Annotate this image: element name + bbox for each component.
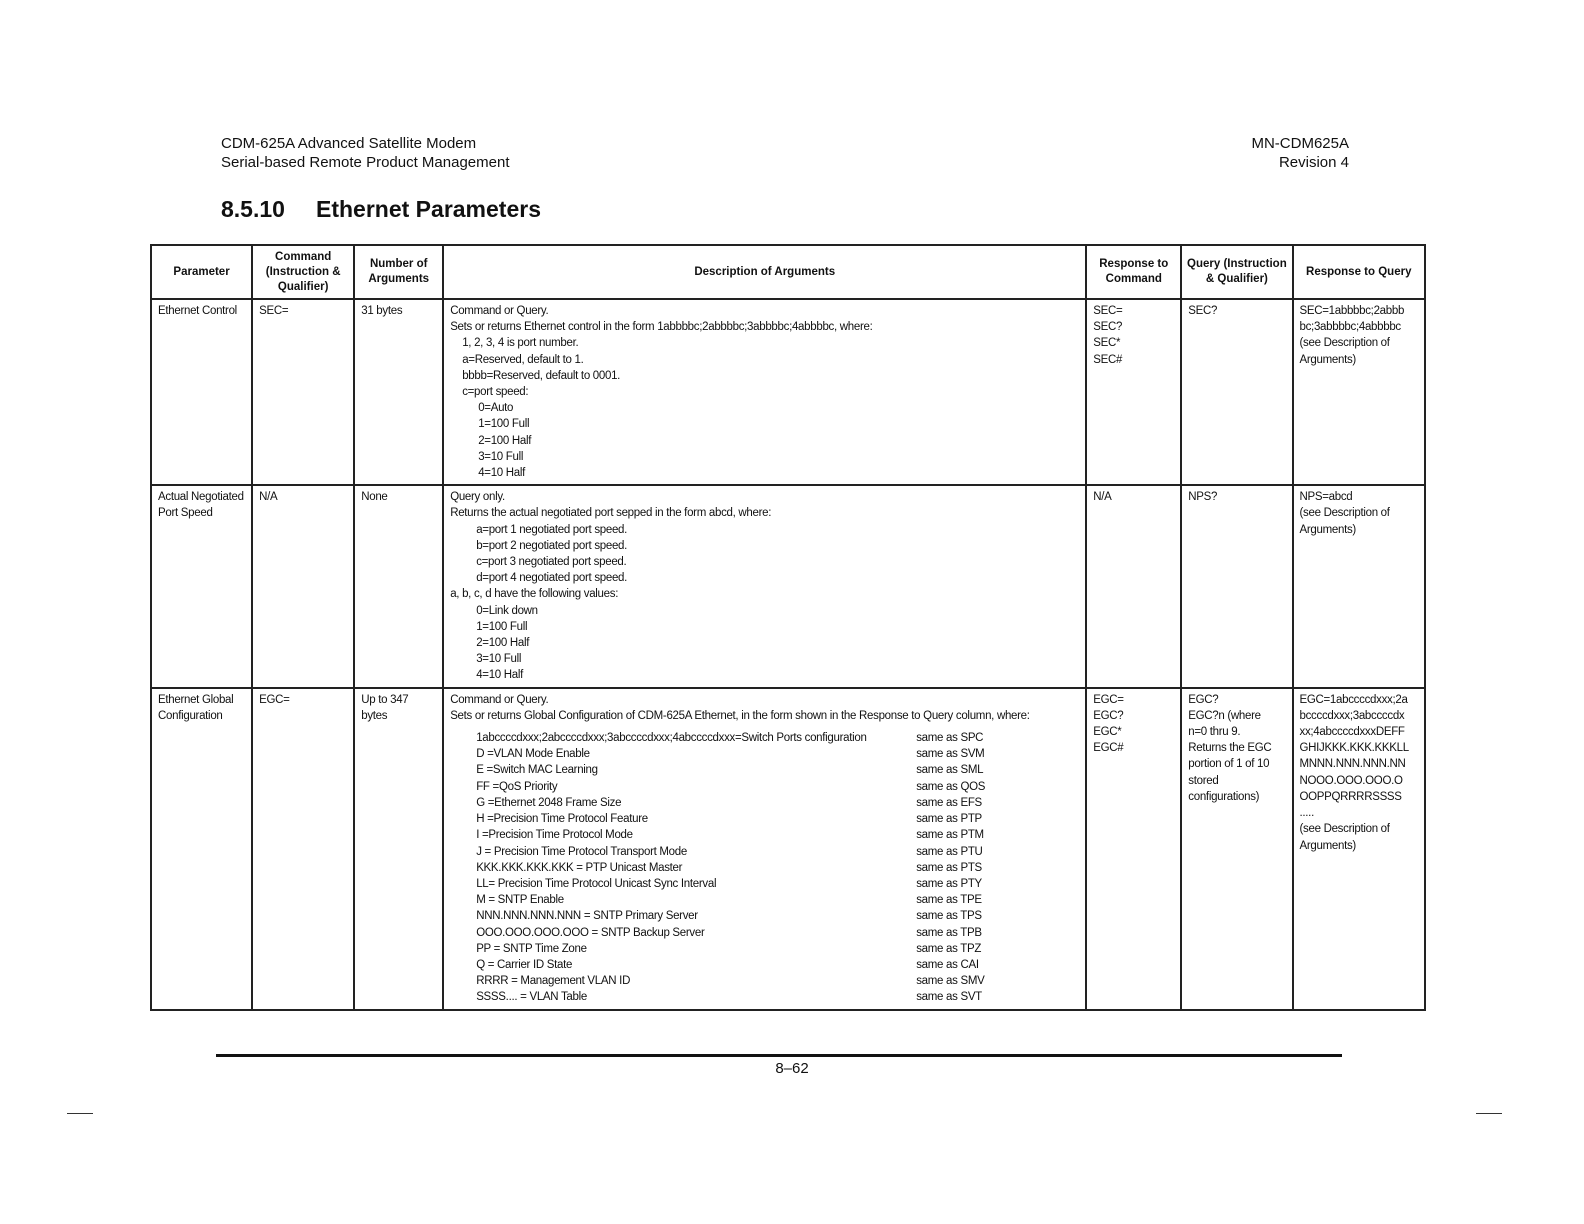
response-query-line: Arguments) <box>1299 839 1356 852</box>
response-query-line: bc;3abbbbc;4abbbbc <box>1299 321 1401 334</box>
mapping-row <box>450 957 1079 973</box>
mapping-field: 1abccccdxxx;2abccccdxxx;3abccccdxxx;4abccccdxxx=Switch Ports configuration <box>476 732 867 745</box>
header-manual-number: MN-CDM625A <box>1251 135 1349 152</box>
table-header-row <box>151 245 1425 299</box>
mapping-field: D =VLAN Mode Enable <box>476 748 590 761</box>
mapping-command: same as SPC <box>916 732 984 745</box>
cell-description <box>443 299 1086 485</box>
response-query-line: xx;4abccccdxxxDEFF <box>1299 726 1405 739</box>
mapping-command: same as TPB <box>916 926 982 939</box>
desc-line: Command or Query. <box>450 305 549 317</box>
desc-line: 2=100 Half <box>476 637 530 650</box>
query-line: stored <box>1188 774 1219 787</box>
cell-command: N/A <box>252 485 354 687</box>
header-revision: Revision 4 <box>1278 154 1349 171</box>
running-header-left <box>221 134 510 172</box>
response-query-line: SEC=1abbbbc;2abbb <box>1299 305 1405 317</box>
desc-line: Returns the actual negotiated port sepped in the form abcd, where: <box>450 507 772 520</box>
response-line: SEC? <box>1093 321 1123 334</box>
response-query-line: NPS=abcd <box>1299 491 1353 504</box>
mapping-row <box>450 730 1079 746</box>
mapping-command: same as SMV <box>916 975 985 988</box>
cell-num-args: None <box>354 485 443 687</box>
desc-line: c=port 3 negotiated port speed. <box>476 556 627 569</box>
desc-line: a, b, c, d have the following values: <box>450 588 619 601</box>
desc-line: Sets or returns Ethernet control in the form 1abbbbc;2abbbbc;3abbbbc;4abbbbc, where: <box>450 321 873 334</box>
mapping-command: same as CAI <box>916 958 979 971</box>
response-line: EGC# <box>1093 742 1124 755</box>
mapping-field: J = Precision Time Protocol Transport Mode <box>476 845 687 858</box>
query-line: EGC? <box>1188 693 1219 706</box>
mapping-row <box>450 811 1079 827</box>
mapping-row <box>450 892 1079 908</box>
desc-line: a=port 1 negotiated port speed. <box>476 523 628 536</box>
mapping-field: KKK.KKK.KKK.KKK = PTP Unicast Master <box>476 861 683 874</box>
response-query-line: GHIJKKK.KKK.KKKLL <box>1299 742 1409 755</box>
desc-line: 1, 2, 3, 4 is port number. <box>462 337 579 350</box>
mapping-command: same as TPE <box>916 894 982 907</box>
mapping-command: same as SML <box>916 764 984 777</box>
desc-line: 1=100 Full <box>476 620 528 633</box>
response-query-line: ..... <box>1299 807 1314 820</box>
mapping-command: same as EFS <box>916 796 982 809</box>
cell-response-cmd <box>1086 688 1181 1010</box>
mapping-command: same as PTU <box>916 845 983 858</box>
mapping-field: Q = Carrier ID State <box>476 958 573 971</box>
footer-rule <box>216 1054 1342 1057</box>
col-header-query: Query (Instruction & Qualifier) <box>1181 245 1292 299</box>
cell-parameter: Ethernet Control <box>151 299 252 485</box>
mapping-row <box>450 795 1079 811</box>
mapping-row <box>450 746 1079 762</box>
query-line: configurations) <box>1188 790 1260 803</box>
mapping-row <box>450 908 1079 924</box>
mapping-field: PP = SNTP Time Zone <box>476 942 587 955</box>
section-title: Ethernet Parameters <box>316 196 541 222</box>
response-line: EGC= <box>1093 693 1124 706</box>
running-header-right <box>1251 134 1349 172</box>
desc-line: Sets or returns Global Configuration of CDM-625A Ethernet, in the form shown in the Response to Query column, where: <box>450 709 1030 722</box>
mapping-row <box>450 876 1079 892</box>
header-chapter: Serial-based Remote Product Management <box>221 154 510 171</box>
mapping-row <box>450 860 1079 876</box>
desc-line: 2=100 Half <box>478 434 532 447</box>
response-query-line: bccccdxxx;3abccccdx <box>1299 709 1405 722</box>
section-number: 8.5.10 <box>221 196 285 222</box>
mapping-row <box>450 973 1079 989</box>
ethernet-parameters-table <box>150 244 1426 1011</box>
cell-description <box>443 688 1086 1010</box>
response-query-line: EGC=1abccccdxxx;2a <box>1299 693 1408 706</box>
table-row <box>151 299 1425 485</box>
mapping-row <box>450 762 1079 778</box>
desc-line: 4=10 Half <box>478 467 526 480</box>
response-query-line: MNNN.NNN.NNN.NN <box>1299 758 1406 771</box>
cell-command: SEC= <box>252 299 354 485</box>
desc-line: 4=10 Half <box>476 669 524 682</box>
mapping-field: M = SNTP Enable <box>476 894 564 907</box>
cell-num-args: Up to 347 bytes <box>354 688 443 1010</box>
crop-mark-right <box>1476 1113 1502 1114</box>
mapping-row <box>450 925 1079 941</box>
mapping-row <box>450 827 1079 843</box>
response-query-line: NOOO.OOO.OOO.O <box>1299 774 1403 787</box>
desc-line: c=port speed: <box>462 386 529 399</box>
mapping-row <box>450 779 1079 795</box>
cell-response-cmd: N/A <box>1086 485 1181 687</box>
desc-line: bbbb=Reserved, default to 0001. <box>462 369 621 382</box>
response-query-line: Arguments) <box>1299 523 1356 536</box>
cell-description <box>443 485 1086 687</box>
mapping-field: G =Ethernet 2048 Frame Size <box>476 796 622 809</box>
mapping-command: same as PTM <box>916 829 984 842</box>
cell-response-query <box>1293 299 1426 485</box>
mapping-field: E =Switch MAC Learning <box>476 764 598 777</box>
col-header-description: Description of Arguments <box>443 245 1086 299</box>
mapping-field: I =Precision Time Protocol Mode <box>476 829 633 842</box>
mapping-command: same as SVT <box>916 991 982 1004</box>
mapping-field: RRRR = Management VLAN ID <box>476 975 631 988</box>
response-query-line: (see Description of <box>1299 507 1390 520</box>
header-product: CDM-625A Advanced Satellite Modem <box>221 135 477 152</box>
mapping-command: same as PTP <box>916 813 982 826</box>
mapping-command: same as TPS <box>916 910 982 923</box>
desc-line: 1=100 Full <box>478 418 530 431</box>
mapping-row <box>450 989 1079 1005</box>
cell-response-query <box>1293 688 1426 1010</box>
col-header-num-args: Number of Arguments <box>354 245 443 299</box>
query-line: portion of 1 of 10 <box>1188 758 1270 771</box>
desc-line: a=Reserved, default to 1. <box>462 353 584 366</box>
response-line: EGC? <box>1093 709 1124 722</box>
cell-response-cmd <box>1086 299 1181 485</box>
col-header-parameter: Parameter <box>151 245 252 299</box>
desc-line: 3=10 Full <box>476 653 522 666</box>
col-header-command: Command (Instruction & Qualifier) <box>252 245 354 299</box>
response-line: EGC* <box>1093 726 1122 739</box>
section-heading <box>221 196 541 223</box>
crop-mark-left <box>67 1113 93 1114</box>
mapping-command: same as TPZ <box>916 942 982 955</box>
cell-query: SEC? <box>1181 299 1292 485</box>
mapping-command: same as PTS <box>916 861 982 874</box>
table-row <box>151 688 1425 1010</box>
cell-query: NPS? <box>1181 485 1292 687</box>
response-line: SEC# <box>1093 353 1123 366</box>
mapping-field: H =Precision Time Protocol Feature <box>476 813 648 826</box>
mapping-row <box>450 941 1079 957</box>
desc-line: 0=Link down <box>476 604 538 617</box>
table-row <box>151 485 1425 687</box>
query-line: n=0 thru 9. <box>1188 726 1241 739</box>
response-line: SEC* <box>1093 337 1121 350</box>
response-query-line: (see Description of <box>1299 823 1390 836</box>
cell-parameter: Ethernet Global Configuration <box>151 688 252 1010</box>
mapping-field: NNN.NNN.NNN.NNN = SNTP Primary Server <box>476 910 698 923</box>
desc-line: Query only. <box>450 491 505 504</box>
desc-line: Command or Query. <box>450 693 549 706</box>
desc-line: 3=10 Full <box>478 450 524 463</box>
col-header-response-query: Response to Query <box>1293 245 1426 299</box>
page-number: 8–62 <box>775 1060 809 1077</box>
response-query-line: OOPPQRRRRSSSS <box>1299 790 1402 803</box>
mapping-command: same as PTY <box>916 877 982 890</box>
response-line: SEC= <box>1093 305 1123 317</box>
cell-parameter: Actual Negotiated Port Speed <box>151 485 252 687</box>
cell-num-args: 31 bytes <box>354 299 443 485</box>
query-line: Returns the EGC <box>1188 742 1272 755</box>
response-query-line: Arguments) <box>1299 353 1356 366</box>
mapping-field: OOO.OOO.OOO.OOO = SNTP Backup Server <box>476 926 705 939</box>
cell-command: EGC= <box>252 688 354 1010</box>
mapping-field: FF =QoS Priority <box>476 780 558 793</box>
mapping-row <box>450 844 1079 860</box>
mapping-field: SSSS.... = VLAN Table <box>476 991 587 1004</box>
desc-line: 0=Auto <box>478 402 514 415</box>
query-line: EGC?n (where <box>1188 709 1261 722</box>
desc-line: d=port 4 negotiated port speed. <box>476 572 628 585</box>
col-header-response-cmd: Response to Command <box>1086 245 1181 299</box>
mapping-command: same as QOS <box>916 780 986 793</box>
mapping-field: LL= Precision Time Protocol Unicast Sync Interval <box>476 877 717 890</box>
mapping-command: same as SVM <box>916 748 985 761</box>
response-query-line: (see Description of <box>1299 337 1390 350</box>
desc-line: b=port 2 negotiated port speed. <box>476 539 628 552</box>
cell-response-query <box>1293 485 1426 687</box>
cell-query <box>1181 688 1292 1010</box>
